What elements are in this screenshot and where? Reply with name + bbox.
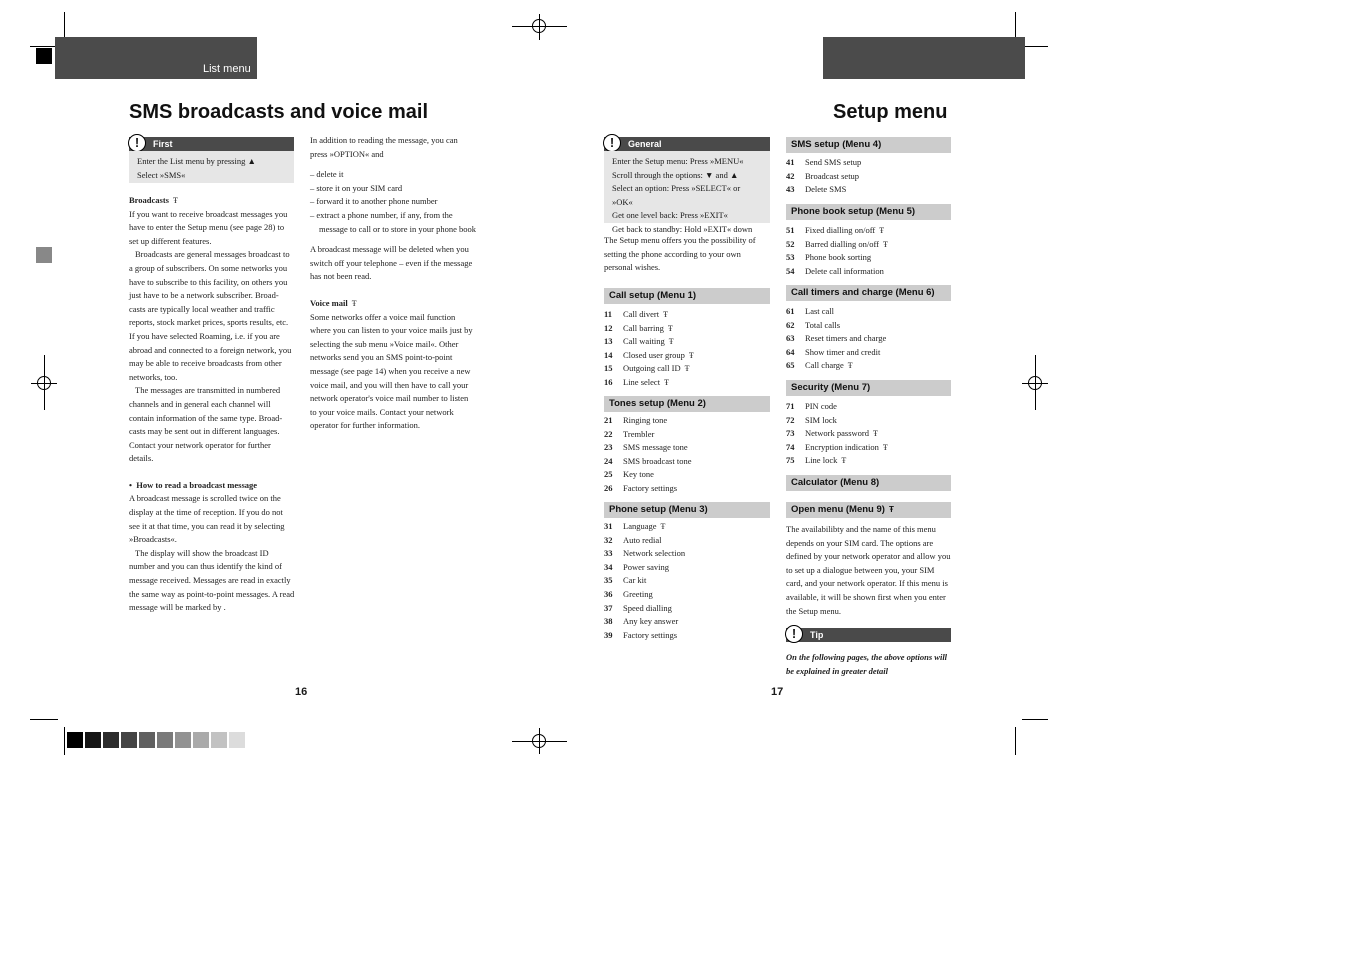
menu-item: 33 Network selection [604, 548, 686, 559]
menu-item: 37 Speed dialling [604, 602, 672, 613]
menu-item: 71 PIN code [786, 401, 837, 411]
menu-item: 74 Encryption indication Ŧ [786, 441, 888, 455]
broadcasts-paragraph: If you want to receive broadcast messages you have to enter the Setup menu (see page 28) to set up different features. [129, 208, 288, 246]
general-box-line: Enter the Setup menu: Press »MENU« [612, 156, 744, 166]
menu-item: 61 Last call [786, 306, 835, 316]
menu-item: 16 Line select Ŧ [604, 376, 694, 390]
menu-item: 23 SMS message tone [604, 442, 688, 453]
color-swatch [139, 732, 155, 748]
read-broadcast-paragraph: The display will show the broadcast ID number and you can thus identify the kind of message received. Messages are read in exactly the same way as point-to-point messages. A read message will be marked by . [129, 547, 295, 613]
first-box-line: Enter the List menu by pressing ▲ [137, 156, 256, 166]
margin-block-black [36, 48, 52, 64]
crop-mark [30, 719, 58, 720]
menu-item: 32 Auto redial [604, 534, 662, 545]
general-box-line: Get back to standby: Hold »EXIT« down [612, 223, 753, 234]
crop-mark [30, 46, 58, 47]
antenna-icon: Ŧ [872, 429, 878, 439]
menu-list [786, 400, 888, 468]
list-item: – delete it [310, 169, 344, 180]
menu-item: 12 Call barring Ŧ [604, 322, 694, 336]
menu-item: 14 Closed user group Ŧ [604, 349, 694, 363]
open-menu-text: The availabilibty and the name of this menu depends on your SIM card. The options are defined by your network operator and allow you to set up a dialogue between you, your SIM card, and your network operator. If this menu is available, it will be shown first when you enter the Setup menu. [786, 524, 951, 616]
list-item: – extract a phone number, if any, from the message to call or to store in your phone book [310, 209, 476, 234]
antenna-icon: Ŧ [879, 226, 885, 235]
antenna-icon: Ŧ [660, 522, 666, 531]
menu-item: 62 Total calls [786, 319, 841, 330]
antenna-icon: Ŧ [688, 350, 694, 360]
menu-list [604, 414, 691, 496]
general-box-body [604, 151, 770, 234]
menu-item: 31 Language Ŧ [604, 520, 685, 534]
exclamation-icon: ! [785, 625, 803, 643]
menu-list [604, 308, 694, 390]
exclamation-icon: ! [128, 134, 146, 152]
menu-item: 25 Key tone [604, 469, 654, 480]
list-item: – forward it to another phone number [310, 196, 438, 207]
menu-list [786, 156, 861, 197]
menu-heading: Tones setup (Menu 2) [604, 396, 770, 412]
tip-text: On the following pages, the above options will be explained in greater detail [786, 652, 948, 676]
header-tab-label: List menu [203, 63, 251, 75]
menu-list [786, 305, 886, 373]
menu-item: 54 Delete call information [786, 265, 884, 276]
antenna-icon: Ŧ [888, 505, 894, 514]
menu-item: 38 Any key answer [604, 616, 679, 627]
options-list [310, 168, 476, 236]
crop-mark [1022, 46, 1048, 47]
broadcasts-heading: Broadcasts [129, 195, 169, 205]
read-broadcast-paragraph: A broadcast message is scrolled twice on the display at the time of reception. If you do not see it at that time, you can read it by selecting »Broadcasts«. [129, 493, 285, 545]
registration-circle [37, 376, 51, 390]
menu-heading: Call timers and charge (Menu 6) [786, 285, 951, 301]
broadcasts-section: Broadcasts Ŧ If you want to receive broadcast messages you have to enter the Setup menu (see page 28) to set up different features. Broadcasts are general messages broadcast to a group of subscribers. On some networks you have to subscribe to this facility, on others you just have to be a network subscriber. Broad-casts are typically local weather and traffic reports, stock market prices, sports results, etc. If you have selected Roaming, i.e. if you are abroad and connected to a foreign network, you may be able to receive broadcasts from other networks, too. The messages are transmitted in numbered channels and in general each channel will contain information of the same type. Broad-casts may be sent out in different languages. Contact your network operator for further details. • How to read a broadcast message A broadcast message is scrolled twice on the display at the time of reception. If you do not see it at that time, you can read it by selecting »Broadcasts«. The display will show the broadcast ID number and you can thus identify the kind of message received. Messages are read in exactly the same way as point-to-point messages. A read message will be marked by . [129, 194, 295, 615]
antenna-icon: Ŧ [667, 323, 673, 333]
deleted-note: A broadcast message will be deleted when you switch off your telephone – even if the message has not been read. [310, 244, 473, 282]
antenna-icon: Ŧ [847, 361, 853, 371]
registration-circle [532, 734, 546, 748]
antenna-icon: Ŧ [684, 364, 690, 374]
menu-item: 26 Factory settings [604, 482, 678, 493]
antenna-icon: Ŧ [664, 377, 669, 387]
menu-item: 21 Ringing tone [604, 415, 668, 425]
open-menu-heading: Open menu (Menu 9) Ŧ [786, 502, 951, 518]
exclamation-icon: ! [603, 134, 621, 152]
color-swatch [121, 732, 137, 748]
color-swatch [193, 732, 209, 748]
menu-item: 51 Fixed dialling on/off Ŧ [786, 224, 888, 238]
menu-heading: SMS setup (Menu 4) [786, 137, 951, 153]
antenna-icon: Ŧ [663, 310, 669, 319]
registration-circle [532, 19, 546, 33]
color-swatch [211, 732, 227, 748]
menu-item: 53 Phone book sorting [786, 252, 872, 263]
menu-item: 39 Factory settings [604, 629, 678, 640]
broadcasts-paragraph: The messages are transmitted in numbered channels and in general each channel will contain information of the same type. Broad-casts may be sent out in different languages. Contact your network operator for further details. [129, 385, 283, 464]
menu-item: 65 Call charge Ŧ [786, 359, 886, 373]
menu-item: 75 Line lock Ŧ [786, 454, 888, 468]
menu-item: 36 Greeting [604, 588, 653, 599]
menu-item: 63 Reset timers and charge [786, 333, 887, 344]
menu-item: 11 Call divert Ŧ [604, 308, 694, 322]
first-box-body [129, 151, 294, 183]
voicemail-paragraph: Some networks offer a voice mail function where you can listen to your voice mails just by selecting the sub menu »Voice mail«. Other networks send you an SMS point-to-point message (see page 14) when you receive a new voice mail, and you will then have to call your network operator's voice mail number to listen to your voice mails. Contact your network operator for further information. [310, 311, 473, 431]
menu-item: 41 Send SMS setup [786, 157, 862, 167]
color-swatch [67, 732, 83, 748]
first-box-heading: First [129, 137, 294, 151]
antenna-icon: Ŧ [882, 239, 888, 249]
general-box-line: Select an option: Press »SELECT« or »OK« [612, 183, 741, 207]
color-swatch [157, 732, 173, 748]
crop-mark [1022, 719, 1048, 720]
general-box-line: Scroll through the options: ▼ and ▲ [612, 169, 739, 180]
menu-item: 72 SIM lock [786, 414, 837, 425]
menu-item: 42 Broadcast setup [786, 170, 860, 181]
antenna-icon: Ŧ [668, 337, 674, 347]
crop-mark [1015, 727, 1016, 755]
menu-heading: Calculator (Menu 8) [786, 475, 951, 491]
page-title: SMS broadcasts and voice mail [129, 101, 428, 123]
menu-item: 13 Call waiting Ŧ [604, 335, 694, 349]
voicemail-heading: Voice mail [310, 297, 348, 308]
first-box-line: Select »SMS« [137, 169, 186, 180]
menu-heading: Phone setup (Menu 3) [604, 502, 770, 518]
menu-item: 24 SMS broadcast tone [604, 455, 692, 466]
page-number: 17 [771, 686, 784, 698]
tip-box-heading: Tip [786, 628, 951, 642]
antenna-icon: Ŧ [882, 442, 888, 452]
antenna-icon: Ŧ [173, 196, 178, 205]
antenna-icon: Ŧ [351, 298, 357, 308]
options-intro: In addition to reading the message, you can press »OPTION« and [310, 135, 458, 159]
menu-item: 73 Network password Ŧ [786, 427, 888, 441]
menu-heading: Phone book setup (Menu 5) [786, 204, 951, 220]
general-box-heading: General [604, 137, 770, 151]
color-swatch [103, 732, 119, 748]
page-title: Setup menu [833, 101, 948, 123]
menu-item: 22 Trembler [604, 428, 655, 439]
page-number: 16 [295, 686, 308, 698]
menu-list [786, 224, 888, 278]
menu-item: 15 Outgoing call ID Ŧ [604, 362, 694, 376]
color-swatch [85, 732, 101, 748]
antenna-icon: Ŧ [841, 456, 847, 466]
general-box-line: Get one level back: Press »EXIT« [612, 210, 728, 220]
color-swatch [175, 732, 191, 748]
header-tab [823, 37, 1025, 79]
menu-item: 64 Show timer and credit [786, 346, 881, 357]
read-broadcast-heading: How to read a broadcast message [136, 479, 258, 490]
registration-circle [1028, 376, 1042, 390]
menu-item: 43 Delete SMS [786, 184, 847, 195]
menu-item: 35 Car kit [604, 575, 647, 586]
crop-mark [64, 727, 65, 755]
menu-item: 52 Barred dialling on/off Ŧ [786, 238, 888, 252]
list-item: – store it on your SIM card [310, 182, 403, 193]
menu-heading: Call setup (Menu 1) [604, 288, 770, 304]
color-swatch [229, 732, 245, 748]
menu-heading: Security (Menu 7) [786, 380, 951, 396]
broadcasts-paragraph: Broadcasts are general messages broadcast to a group of subscribers. On some networks you have to subscribe to this facility, on others you just have to be a network subscriber. Broad-casts are typically local weather and traffic reports, stock market prices, sports results, etc. If you have selected Roaming, i.e. if you are abroad and connected to a foreign network, you may be able to receive broadcasts from other networks, too. [129, 249, 292, 382]
menu-item: 34 Power saving [604, 561, 670, 572]
setup-intro: The Setup menu offers you the possibility of setting the phone according to your own personal wishes. [604, 235, 756, 273]
options-section [310, 134, 476, 433]
menu-list [604, 520, 685, 642]
margin-block-gray [36, 247, 52, 263]
